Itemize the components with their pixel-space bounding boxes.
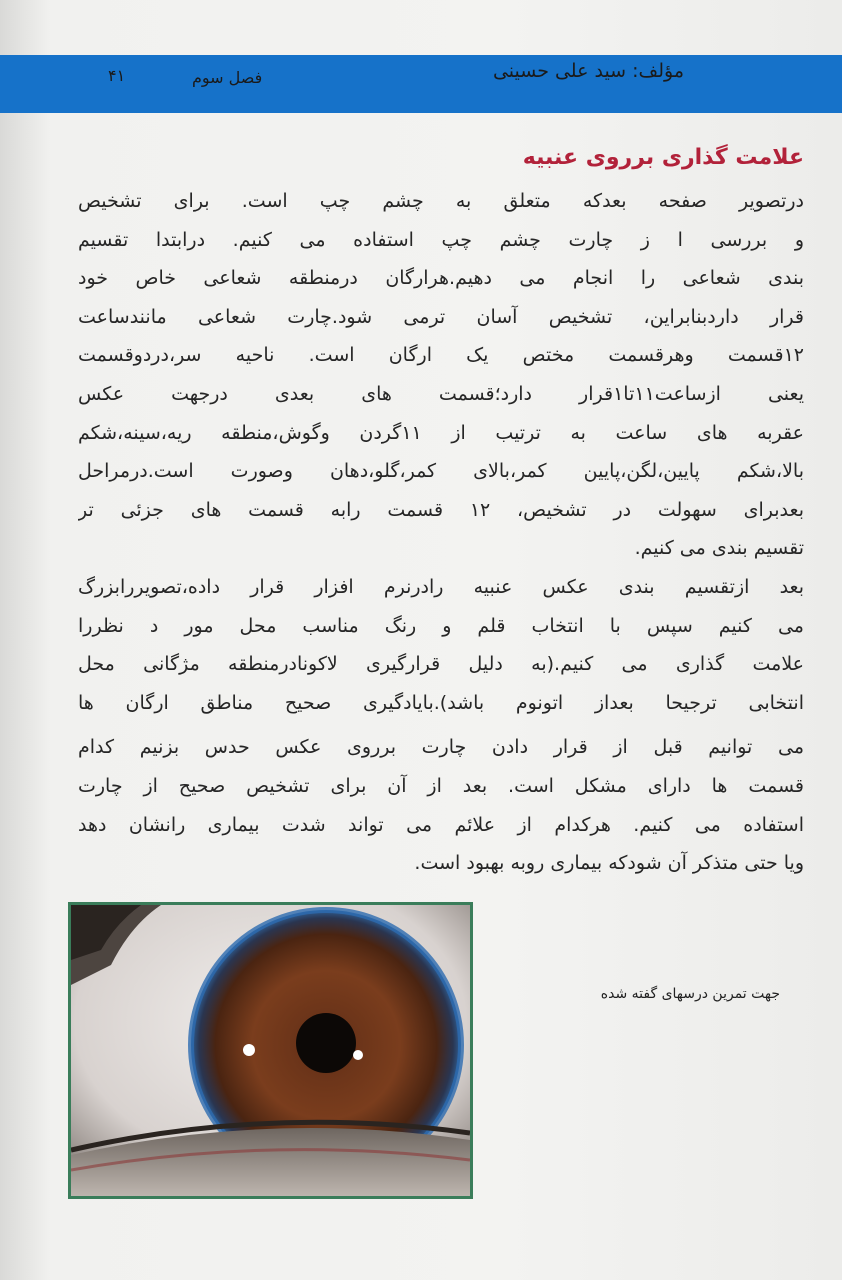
body-line: بالا،شکم پایین،لگن،پایین کمر،بالای کمر،گلو،دهان وصورت است.درمراحل	[78, 460, 804, 483]
body-text	[78, 182, 804, 883]
body-line: استفاده می کنیم. هرکدام از علائم می تواند شدت بیماری رانشان دهد	[78, 813, 804, 836]
body-line: بعد ازتقسیم بندی عکس عنبیه رادرنرم افزار قرار داده،تصویررابزرگ	[78, 575, 804, 598]
body-line: و بررسی ا ز چارت چشم چپ استفاده می کنیم. درابتدا تقسیم	[78, 228, 804, 251]
photo-caption: جهت تمرین درسهای گفته شده	[600, 986, 780, 1002]
section-title: علامت گذاری برروی عنبیه	[522, 145, 804, 170]
body-line: قرار داردبنابراین، تشخیص آسان ترمی شود.چارت شعاعی مانندساعت	[78, 305, 804, 328]
header-author: مؤلف: سید علی حسینی	[492, 60, 684, 82]
body-line: قسمت ها دارای مشکل است. بعد از آن برای تشخیص صحیح از چارت	[78, 774, 804, 797]
body-line: یعنی ازساعت۱۱تا۱قرار دارد؛قسمت های بعدی درجهت عکس	[78, 382, 804, 405]
body-line: ویا حتی متذکر آن شودکه بیماری روبه بهبود است.	[414, 852, 804, 875]
header-band	[0, 55, 842, 113]
iris-illustration	[71, 905, 470, 1196]
body-line: می توانیم قبل از قرار دادن چارت برروی عکس حدس بزنیم کدام	[78, 736, 804, 759]
body-line: بعدبرای سهولت در تشخیص، ۱۲ قسمت رابه قسمت های جزئی تر	[78, 498, 804, 521]
page-number: ۴۱	[108, 66, 126, 85]
body-line: انتخابی ترجیحا بعداز اتونوم باشد).بایادگیری صحیح مناطق ارگان ها	[78, 691, 804, 714]
iris-photo	[68, 902, 473, 1199]
body-line: علامت گذاری می کنیم.(به دلیل قرارگیری لاکونادرمنطقه مژگانی محل	[78, 653, 804, 676]
body-line: عقربه های ساعت به ترتیب از ۱۱گردن وگوش،منطقه ریه،سینه،شکم	[78, 421, 804, 444]
body-line: تقسیم بندی می کنیم.	[634, 537, 804, 560]
header-chapter: فصل سوم	[192, 68, 263, 87]
body-line: ۱۲قسمت وهرقسمت مختص یک ارگان است. ناحیه سر،دردوقسمت	[78, 344, 804, 367]
body-line: می کنیم سپس با انتخاب قلم و رنگ مناسب محل مور د نظررا	[78, 614, 804, 637]
body-line: بندی شعاعی را انجام می دهیم.هرارگان درمنطقه شعاعی خاص خود	[78, 267, 804, 290]
body-line: درتصویر صفحه بعدکه متعلق به چشم چپ است. برای تشخیص	[78, 190, 804, 212]
